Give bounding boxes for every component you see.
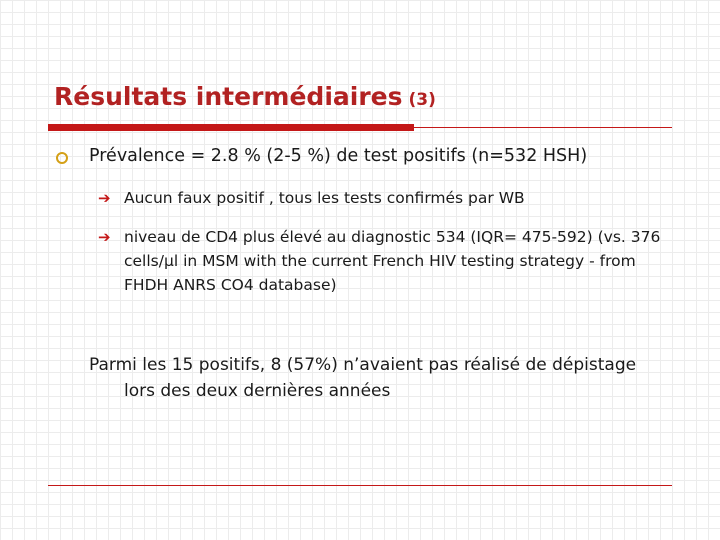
- bullet-main: Prévalence = 2.8 % (2-5 %) de test positifs (n=532 HSH): [89, 146, 588, 166]
- title-underline-thick: [48, 124, 414, 131]
- sub-bullet-1: Aucun faux positif , tous les tests confirmés par WB: [124, 189, 525, 207]
- title-suffix: (3): [408, 90, 436, 110]
- slide-title: [54, 82, 436, 111]
- sub-bullet-2: niveau de CD4 plus élevé au diagnostic 534 (IQR= 475-592) (vs. 376 cells/µl in MSM with the current French HIV testing strategy - from FHDH ANRS CO4 database): [124, 228, 661, 294]
- summary-line-1: Parmi les 15 positifs, 8 (57%) n’avaient pas réalisé de dépistage: [89, 355, 637, 375]
- ring-bullet-icon: [56, 152, 68, 164]
- arrow-right-icon: ➔: [98, 228, 111, 246]
- summary-line-2: lors des deux dernières années: [124, 381, 391, 401]
- footer-rule: [48, 485, 672, 486]
- summary-paragraph: [89, 352, 669, 404]
- arrow-right-icon: ➔: [98, 189, 111, 207]
- title-underline-thin: [414, 127, 672, 128]
- title-text: Résultats intermédiaires: [54, 82, 403, 111]
